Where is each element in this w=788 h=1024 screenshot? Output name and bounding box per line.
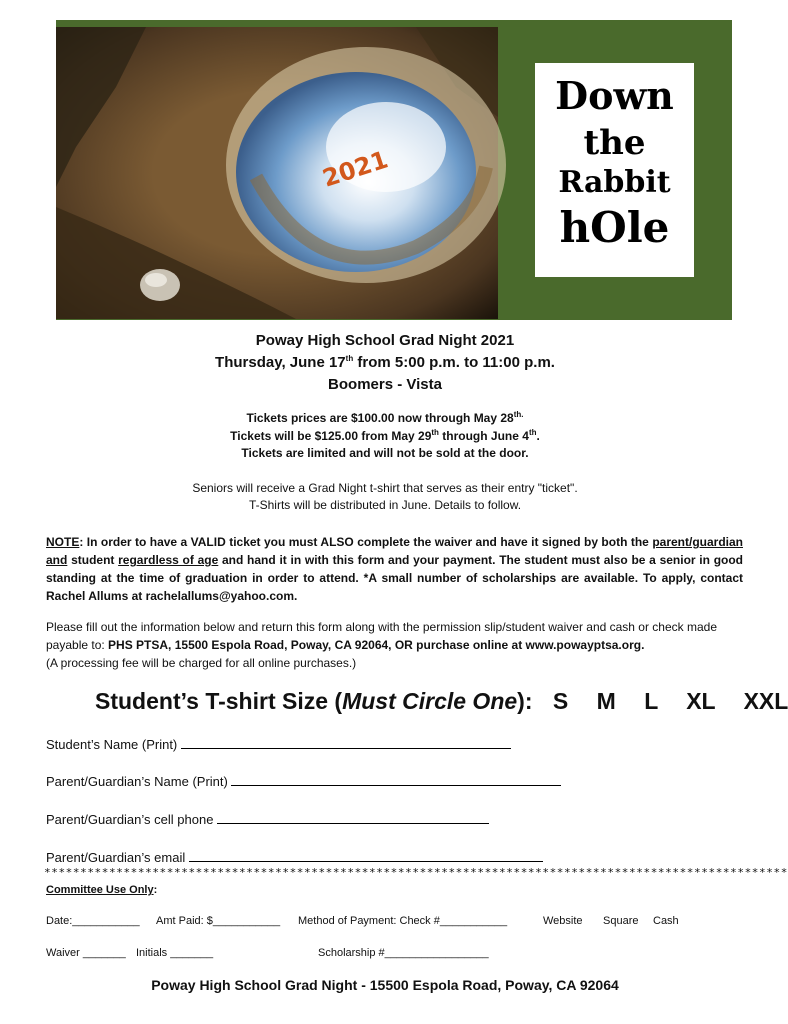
committee-scholarship: Scholarship #_________________ <box>318 947 489 959</box>
logo-line-4: hOle <box>559 203 670 252</box>
event-date: Thursday, June 17th from 5:00 p.m. to 11:00 p.m. <box>215 354 555 371</box>
parent-name-label: Parent/Guardian’s Name (Print) <box>46 774 228 789</box>
parent-name-field[interactable] <box>231 773 561 786</box>
parent-phone-label: Parent/Guardian’s cell phone <box>46 812 214 827</box>
ticket-door-notice: Tickets are limited and will not be sold at the door. <box>241 446 529 460</box>
rabbit-hole-illustration <box>56 27 498 319</box>
shirt-info-line-2: T-Shirts will be distributed in June. Details to follow. <box>248 498 522 512</box>
size-option-xxl[interactable]: XXL <box>743 688 788 714</box>
event-title: Poway High School Grad Night 2021 <box>255 332 515 349</box>
parent-name-row <box>46 773 561 789</box>
logo-line-2: the <box>583 123 646 163</box>
size-option-s[interactable]: S <box>552 688 569 714</box>
footer-address: Poway High School Grad Night - 15500 Espola Road, Poway, CA 92064 <box>151 977 619 993</box>
committee-waiver: Waiver _______ <box>46 947 126 959</box>
parent-email-row <box>46 849 543 865</box>
rabbit-hole-photo <box>56 27 498 319</box>
payment-square: Square <box>603 915 639 927</box>
committee-title: Committee Use Only: <box>46 884 158 896</box>
parent-phone-field[interactable] <box>217 811 489 824</box>
parent-phone-row <box>46 811 489 827</box>
processing-fee-note: (A processing fee will be charged for all online purchases.) <box>46 656 357 670</box>
star-divider: ******************************************************************************************************* <box>44 866 788 879</box>
tshirt-size-line: Student’s T-shirt Size (Must Circle One): S M L XL XXL <box>95 688 788 714</box>
ticket-price-line-1: Tickets prices are $100.00 now through May $28^{th.}$ <box>246 410 524 425</box>
year-text: 2021 <box>319 145 392 193</box>
committee-initials: Initials _______ <box>136 947 214 959</box>
student-name-field[interactable] <box>181 736 511 749</box>
logo-line-1: Down <box>555 73 674 118</box>
rabbit-hole-logo <box>535 63 694 277</box>
student-name-label: Student’s Name (Print) <box>46 737 178 752</box>
parent-email-field[interactable] <box>189 849 543 862</box>
instructions-paragraph: Please fill out the information below and return this form along with the permission slip/student waiver and cash or check made payable to: PHS PTSA, 15500 Espola Road, Poway, CA 92064, OR purchase online at www.powayptsa.org. <box>46 620 718 652</box>
size-option-xl[interactable]: XL <box>686 688 716 714</box>
event-venue: Boomers - Vista <box>328 376 442 393</box>
committee-amount-paid: Amt Paid: $___________ <box>156 915 281 927</box>
parent-email-label: Parent/Guardian’s email <box>46 850 186 865</box>
ticket-price-line-2: Tickets will be $125.00 from May 29th through June 4th. <box>230 428 540 443</box>
note-paragraph: NOTE: In order to have a VALID ticket you must ALSO complete the waiver and have it signed by both the parent/guardian and student regardless of age and hand it in with this form and your payment. The student must also be a senior in good standing at the time of graduation in order to attend. *A small number of scholarships are available. To apply, contact Rachel Allums at rachelallums@yahoo.com. <box>46 535 744 603</box>
payment-website: Website <box>543 915 583 927</box>
committee-date: Date:___________ <box>46 915 140 927</box>
committee-payment-method: Method of Payment: Check #___________ <box>298 915 508 927</box>
logo-line-3: Rabbit <box>558 165 671 200</box>
shirt-info-line-1: Seniors will receive a Grad Night t-shirt that serves as their entry "ticket". <box>192 481 578 495</box>
size-option-m[interactable]: M <box>596 688 616 714</box>
payment-cash: Cash <box>653 915 679 927</box>
size-option-l[interactable]: L <box>644 688 658 714</box>
student-name-row <box>46 736 511 752</box>
